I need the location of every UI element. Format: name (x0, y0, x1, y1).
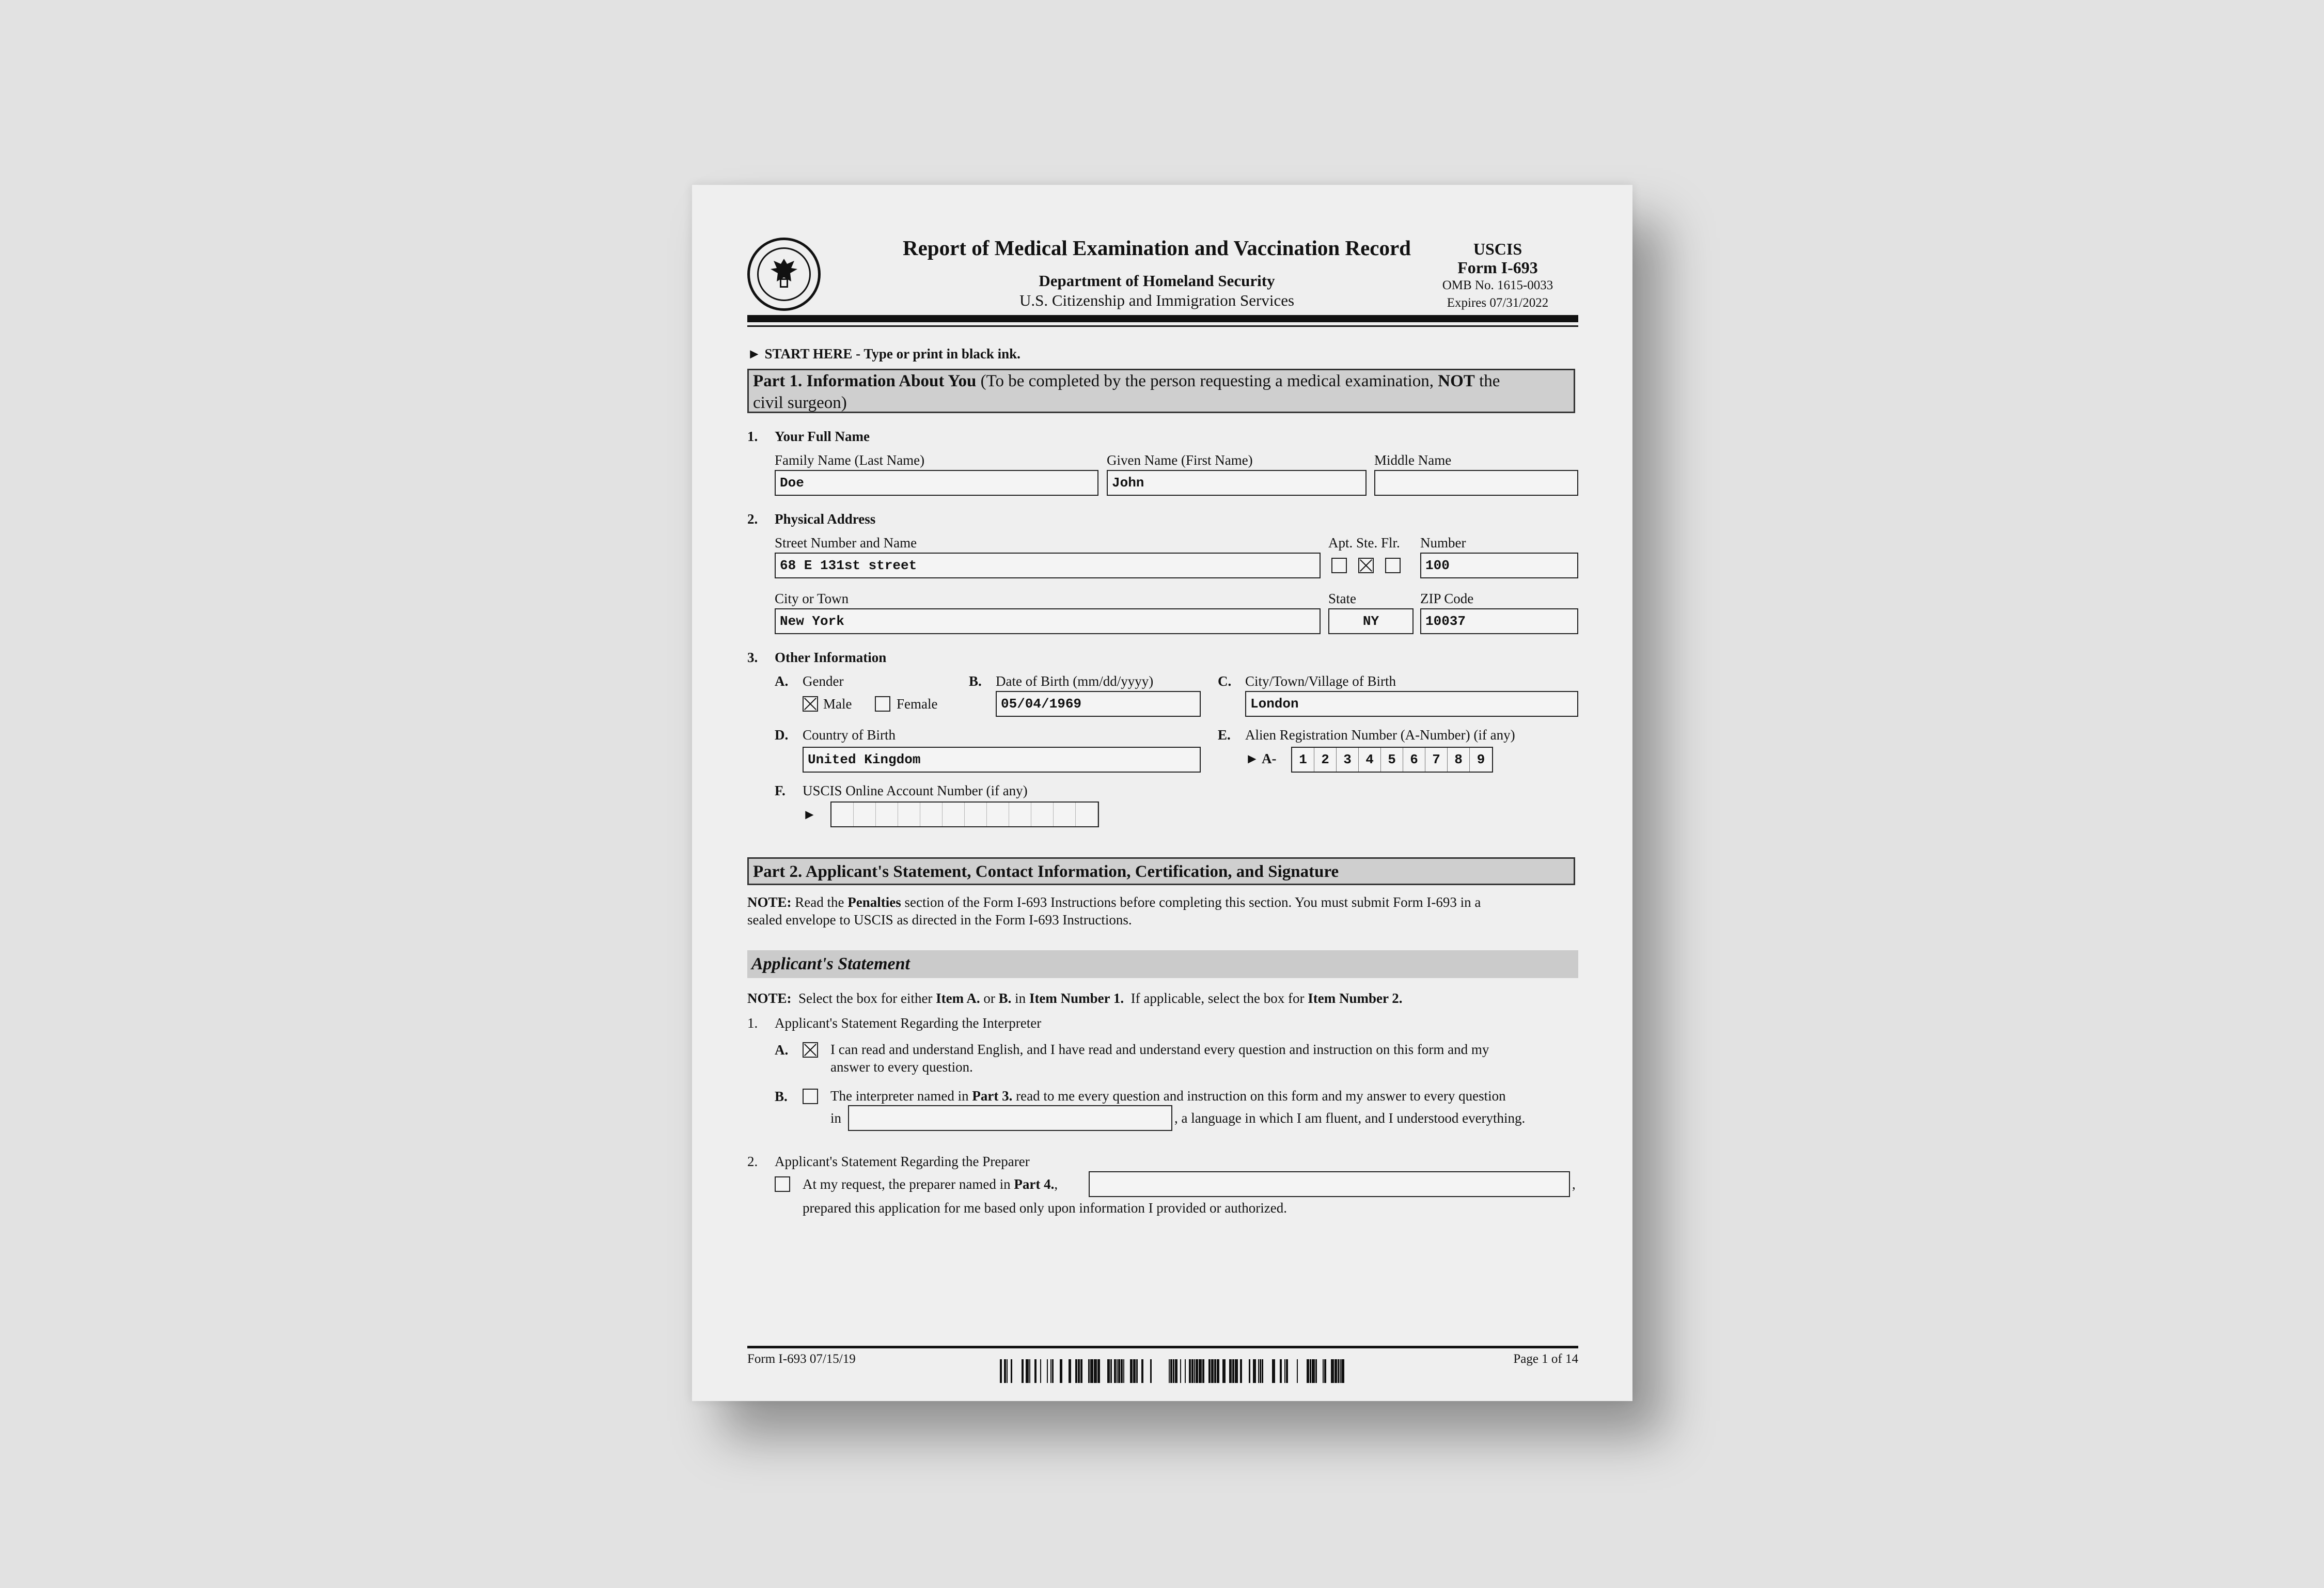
part2-note-penalties: Penalties (847, 894, 901, 910)
online-account-digit-6[interactable] (943, 803, 965, 826)
q1b-line1 (830, 1087, 1579, 1105)
part1-title: Part 1. Information About You (753, 372, 977, 390)
dob-label: Date of Birth (mm/dd/yyyy) (996, 673, 1154, 689)
q1a-line2: answer to every question. (830, 1059, 973, 1075)
form-page (692, 185, 1632, 1401)
dob-field[interactable]: 05/04/1969 (996, 691, 1201, 717)
online-account-digit-7[interactable] (965, 803, 987, 826)
q1b-checkbox[interactable] (803, 1089, 818, 1104)
statement-note-if: If applicable, select the box for (1130, 990, 1305, 1006)
unit-number-label: Number (1420, 535, 1466, 551)
q1b-letter: B. (775, 1089, 788, 1104)
footer-rule (747, 1346, 1578, 1348)
online-account-digit-5[interactable] (920, 803, 943, 826)
male-checkbox[interactable] (803, 696, 818, 712)
flr-checkbox[interactable] (1385, 558, 1401, 573)
online-account-arrow: ► (803, 807, 816, 822)
form-number: Form I-693 (1457, 258, 1538, 277)
anumber-field[interactable] (1291, 747, 1493, 773)
statement-note-item-a: Item A. (936, 990, 980, 1006)
q1-label: Applicant's Statement Regarding the Interpreter (775, 1015, 1042, 1031)
online-account-field[interactable] (830, 801, 1099, 827)
anumber-prefix: ► A- (1245, 751, 1277, 766)
item3d-letter: D. (775, 727, 789, 743)
item3a-letter: A. (775, 673, 789, 689)
q2-line1 (803, 1176, 1058, 1192)
city-label: City or Town (775, 591, 849, 606)
anumber-digit-6[interactable]: 6 (1403, 748, 1425, 772)
dhs-seal-icon (747, 238, 821, 311)
statement-note-item-num1: Item Number 1. (1029, 990, 1124, 1006)
female-label: Female (897, 696, 938, 712)
q1b-line1-a: The interpreter named in (830, 1088, 969, 1104)
agency-name: U.S. Citizenship and Immigration Services (1019, 291, 1295, 309)
online-account-digit-3[interactable] (876, 803, 898, 826)
statement-note-a: Select the box for either (798, 990, 933, 1006)
anumber-digit-1[interactable]: 1 (1292, 748, 1314, 772)
online-account-digit-11[interactable] (1054, 803, 1076, 826)
birthplace-label: City/Town/Village of Birth (1245, 673, 1396, 689)
part1-note: (To be completed by the person requesting a medical examination, (980, 372, 1434, 390)
q2-comma1: , (1054, 1176, 1058, 1192)
item3b-letter: B. (969, 673, 982, 689)
q2-comma2: , (1572, 1176, 1576, 1192)
form-title: Report of Medical Examination and Vaccination Record (903, 236, 1411, 260)
expiration-date: Expires 07/31/2022 (1447, 296, 1549, 310)
zip-field[interactable]: 10037 (1420, 608, 1578, 634)
unit-number-field[interactable]: 100 (1420, 553, 1578, 578)
statement-note-in: in (1015, 990, 1026, 1006)
part1-not: NOT (1438, 372, 1475, 390)
q1-number: 1. (747, 1015, 758, 1031)
uscis-label: USCIS (1473, 240, 1522, 258)
family-name-label: Family Name (Last Name) (775, 452, 925, 468)
online-account-digit-2[interactable] (854, 803, 876, 826)
header-rule-thick (747, 315, 1578, 322)
online-account-digit-9[interactable] (1009, 803, 1031, 826)
item3-number: 3. (747, 650, 758, 665)
applicant-statement-heading: Applicant's Statement (747, 950, 1578, 978)
state-label: State (1328, 591, 1356, 606)
ste-checkbox[interactable] (1358, 558, 1374, 573)
female-checkbox[interactable] (875, 696, 890, 712)
apt-ste-flr-label: Apt. Ste. Flr. (1328, 535, 1400, 551)
anumber-digit-9[interactable]: 9 (1477, 752, 1485, 767)
anumber-digit-5[interactable]: 5 (1381, 748, 1403, 772)
barcode-icon (1000, 1359, 1346, 1383)
statement-note-item-num2: Item Number 2. (1308, 990, 1403, 1006)
item3f-letter: F. (775, 783, 786, 798)
part1-note-line2: civil surgeon) (753, 394, 847, 412)
item1-label: Your Full Name (775, 429, 870, 444)
zip-label: ZIP Code (1420, 591, 1474, 606)
q1b-line2: , a language in which I am fluent, and I understood everything. (1174, 1110, 1526, 1126)
given-name-field[interactable]: John (1107, 470, 1367, 496)
gender-label: Gender (803, 673, 844, 689)
street-label: Street Number and Name (775, 535, 917, 551)
q2-label: Applicant's Statement Regarding the Preparer (775, 1154, 1030, 1169)
online-account-digit-8[interactable] (987, 803, 1009, 826)
part2-note-lead: NOTE: (747, 894, 792, 910)
q1a-checkbox[interactable] (803, 1042, 818, 1058)
part2-note-line2: sealed envelope to USCIS as directed in the Form I-693 Instructions. (747, 912, 1132, 927)
online-account-digit-12[interactable] (1076, 803, 1098, 826)
item2-label: Physical Address (775, 511, 876, 527)
item3c-letter: C. (1218, 673, 1232, 689)
online-account-digit-1[interactable] (831, 803, 854, 826)
city-field[interactable]: New York (775, 608, 1321, 634)
q2-checkbox[interactable] (775, 1176, 790, 1192)
given-name-label: Given Name (First Name) (1107, 452, 1253, 468)
part2-note (747, 893, 1579, 929)
part2-note-b: section of the Form I-693 Instructions before completing this section. You must submit Form I-693 in a (904, 894, 1481, 910)
street-field[interactable]: 68 E 131st street (775, 553, 1321, 578)
middle-name-field[interactable] (1374, 470, 1578, 496)
q2-part4: Part 4. (1014, 1176, 1055, 1192)
item3-label: Other Information (775, 650, 887, 665)
q1b-in: in (830, 1110, 842, 1126)
male-label: Male (823, 696, 852, 712)
item3e-letter: E. (1218, 727, 1231, 743)
online-account-digit-10[interactable] (1031, 803, 1054, 826)
statement-note-item-b: B. (998, 990, 1012, 1006)
q1a-text (830, 1041, 1574, 1076)
q1b-line1-b: read to me every question and instruction on this form and my answer to every question (1016, 1088, 1506, 1104)
department-name: Department of Homeland Security (1039, 272, 1275, 290)
q1b-part3: Part 3. (972, 1088, 1013, 1104)
item2-number: 2. (747, 511, 758, 527)
anumber-label: Alien Registration Number (A-Number) (if any) (1245, 727, 1515, 743)
anumber-digit-8[interactable]: 8 (1448, 748, 1470, 772)
statement-note (747, 989, 1579, 1007)
part1-header (747, 369, 1575, 413)
online-account-label: USCIS Online Account Number (if any) (803, 783, 1028, 798)
anumber-digit-3[interactable]: 3 (1337, 748, 1359, 772)
q1b-language-field[interactable] (848, 1105, 1172, 1131)
state-field[interactable]: NY (1328, 608, 1414, 634)
part2-note-a: Read the (795, 894, 844, 910)
item1-number: 1. (747, 429, 758, 444)
part2-header: Part 2. Applicant's Statement, Contact Information, Certification, and Signature (747, 857, 1575, 885)
footer-page-number: Page 1 of 14 (1513, 1352, 1578, 1366)
q1a-line1: I can read and understand English, and I have read and understand every question and instruction on this form and my (830, 1042, 1489, 1057)
q2-number: 2. (747, 1154, 758, 1169)
part1-note-end: the (1479, 372, 1500, 390)
middle-name-label: Middle Name (1374, 452, 1452, 468)
apt-checkbox[interactable] (1331, 558, 1347, 573)
form-id-block (1436, 240, 1560, 312)
start-here-instruction: ► START HERE - Type or print in black ink. (747, 346, 1020, 361)
statement-note-lead: NOTE: (747, 990, 792, 1006)
footer-form-version: Form I-693 07/15/19 (747, 1352, 856, 1366)
header-rule-thin (747, 325, 1578, 327)
omb-number: OMB No. 1615-0033 (1442, 278, 1553, 292)
q1a-letter: A. (775, 1042, 789, 1058)
anumber-digit-7[interactable]: 7 (1425, 748, 1448, 772)
online-account-digit-4[interactable] (898, 803, 920, 826)
q2-preparer-field[interactable] (1089, 1171, 1570, 1197)
q2-line2: prepared this application for me based only upon information I provided or authorized. (803, 1200, 1287, 1216)
birthplace-field[interactable]: London (1245, 691, 1578, 717)
anumber-digit-4[interactable]: 4 (1359, 748, 1381, 772)
country-field[interactable]: United Kingdom (803, 747, 1201, 773)
q2-line1-a: At my request, the preparer named in (803, 1176, 1011, 1192)
country-label: Country of Birth (803, 727, 896, 743)
anumber-digit-2[interactable]: 2 (1314, 748, 1337, 772)
family-name-field[interactable]: Doe (775, 470, 1098, 496)
statement-note-or: or (983, 990, 995, 1006)
